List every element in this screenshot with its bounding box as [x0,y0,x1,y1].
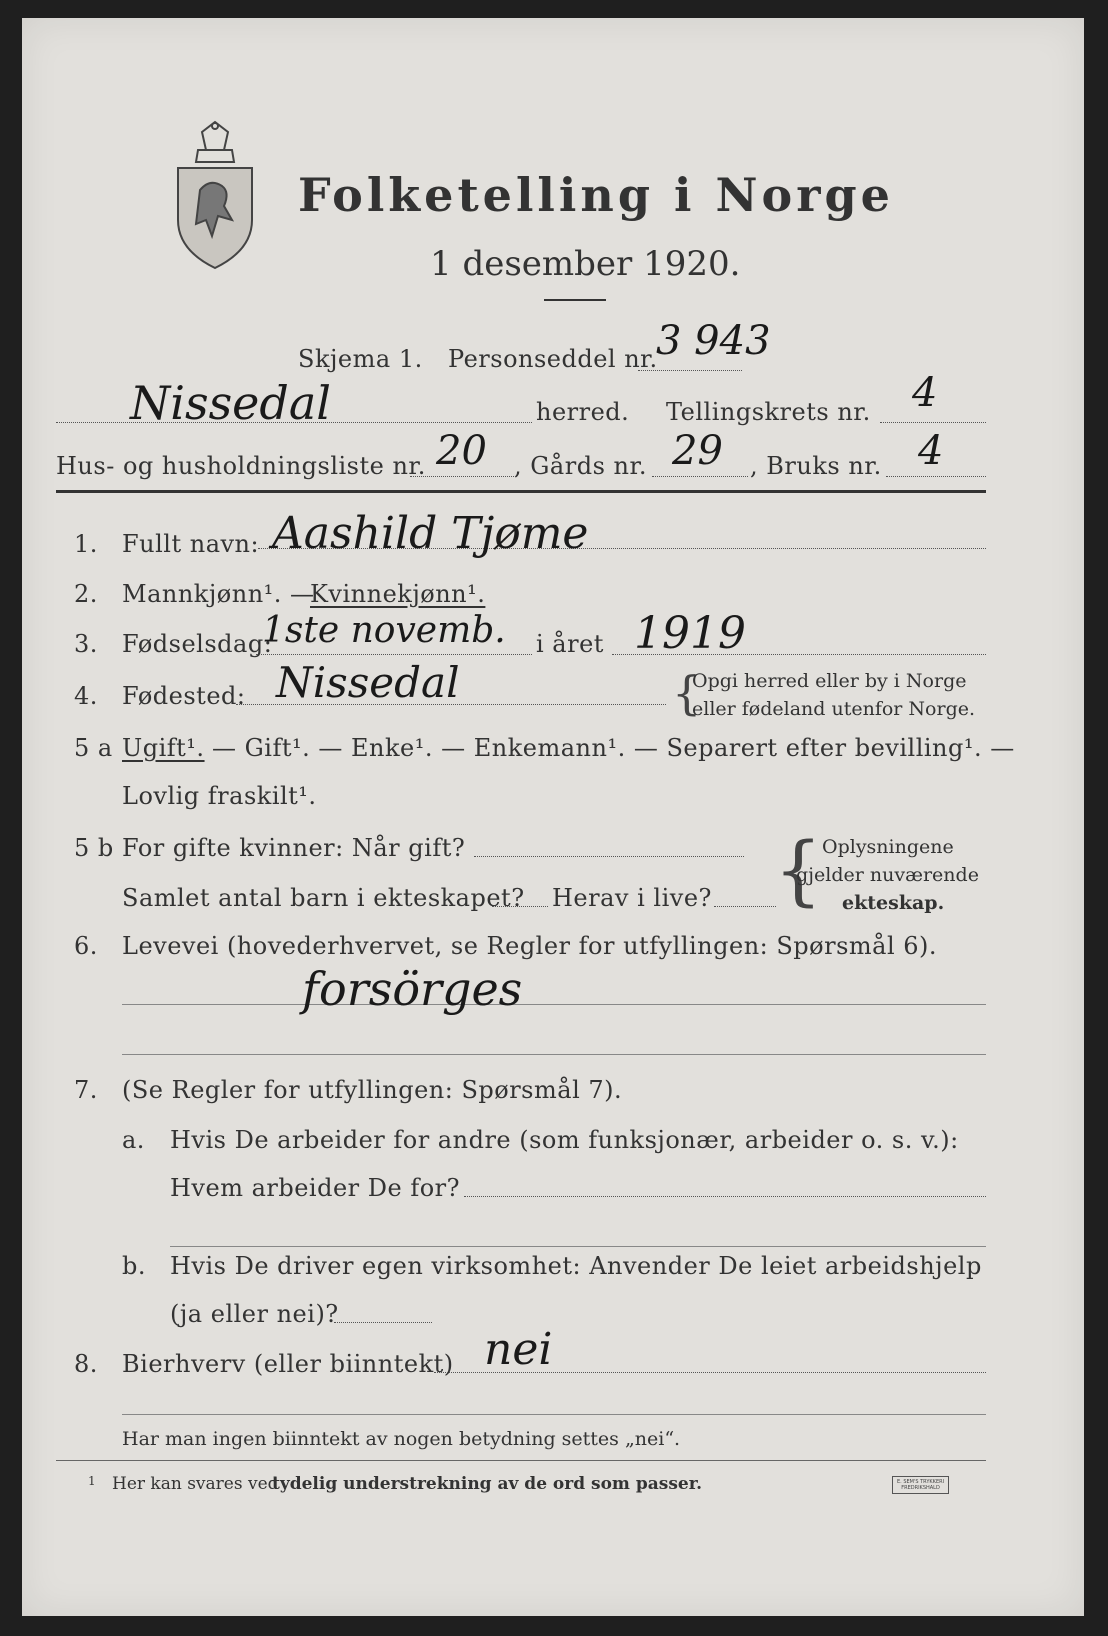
q6-line1 [122,1004,986,1005]
hus-value[interactable]: 20 [436,428,487,474]
q8-label: Bierhverv (eller biinntekt) [122,1350,454,1378]
q4-brace: { [672,666,702,720]
bruks-dots [886,476,986,477]
q5b-alive-dots [714,906,776,907]
q6-number: 6. [74,932,98,960]
personseddel-dots [638,370,742,371]
gender-female-option[interactable]: Kvinnekjønn¹. [310,580,486,608]
q3-number: 3. [74,630,98,658]
q7a-employer-dots [464,1196,986,1197]
q7b-label: (ja eller nei)? [170,1300,339,1328]
q3-year-label: i året [536,630,604,658]
gender-male-option[interactable]: Mannkjønn¹. — [122,580,315,608]
q3-dots [256,654,532,655]
marital-ugift-option[interactable]: Ugift¹. [122,734,205,762]
printer-name: E. SEM'S TRYKKERI [897,1479,945,1485]
q5b-brace: { [774,825,823,914]
bruks-value[interactable]: 4 [918,428,944,474]
q7a-text: Hvis De arbeider for andre (som funksjonær, arbeider o. s. v.): [170,1126,959,1154]
tellingskrets-dots [880,422,986,423]
q6-line2 [122,1054,986,1055]
q5b-note-line3: ekteskap. [842,892,945,914]
hus-label: Hus- og husholdningsliste nr. [56,452,426,480]
side-income-value[interactable]: nei [484,1324,553,1375]
gards-dots [652,476,748,477]
printer-city: FREDRIKSHALD [901,1485,940,1491]
birthday-value[interactable]: 1ste novemb. [262,610,506,651]
gards-value[interactable]: 29 [672,428,723,474]
q4-number: 4. [74,682,98,710]
q3-label: Fødselsdag: [122,630,273,658]
form-subtitle: 1 desember 1920. [430,244,741,284]
personseddel-label: Personseddel nr. [448,345,658,373]
q1-number: 1. [74,530,98,558]
title-divider [544,299,606,301]
q6-label: Levevei (hovederhvervet, se Regler for utfyllingen: Spørsmål 6). [122,932,938,960]
q5a-number: 5 a [74,734,113,762]
footnote-bold-text: tydelig understrekning av de ord som passer. [272,1474,703,1494]
printer-mark [892,1476,949,1494]
footnote-text: Her kan svares ved [112,1474,279,1494]
footnote-mark: 1 [88,1474,96,1488]
q7b-text: Hvis De driver egen virksomhet: Anvender De leiet arbeidshjelp [170,1252,982,1280]
tellingskrets-label: Tellingskrets nr. [666,398,871,426]
form-title: Folketelling i Norge [298,168,894,222]
q7a-letter: a. [122,1126,145,1154]
q7a-employer-label: Hvem arbeider De for? [170,1174,461,1202]
q1-label: Fullt navn: [122,530,260,558]
marital-other-options[interactable]: — Gift¹. — Enke¹. — Enkemann¹. — Separert efter bevilling¹. — [212,734,1015,762]
full-name-value[interactable]: Aashild Tjøme [272,508,589,559]
q5b-label: For gifte kvinner: Når gift? [122,834,466,862]
gards-label: , Gårds nr. [514,452,647,480]
q4-note-line1: Opgi herred eller by i Norge [692,670,967,692]
hus-dots [410,476,514,477]
q7b-dots [334,1322,432,1323]
q7b-letter: b. [122,1252,146,1280]
tellingskrets-value[interactable]: 4 [912,370,938,416]
q5b-note-line1: Oplysningene [822,836,954,858]
herred-value[interactable]: Nissedal [130,376,331,430]
q7a-line2 [170,1246,986,1247]
q4-note-line2: eller fødeland utenfor Norge. [692,698,976,720]
q8-line2 [122,1414,986,1415]
bruks-label: , Bruks nr. [750,452,882,480]
norway-coat-of-arms-icon [172,120,258,272]
marital-fraskilt-option[interactable]: Lovlig fraskilt¹. [122,782,317,810]
q5b-children-label: Samlet antal barn i ekteskapet? [122,884,525,912]
header-rule [56,490,986,493]
birth-year-value[interactable]: 1919 [634,608,746,659]
q5b-married-dots [474,856,744,857]
birthplace-value[interactable]: Nissedal [276,658,460,707]
personseddel-value[interactable]: 3 943 [656,318,771,364]
q4-label: Fødested: [122,682,246,710]
q8-number: 8. [74,1350,98,1378]
q7-number: 7. [74,1076,98,1104]
skjema-label: Skjema 1. [298,345,423,373]
q5b-children-dots [492,906,548,907]
herred-dots [56,422,532,423]
q5b-alive-label: Herav i live? [552,884,712,912]
q8-note: Har man ingen biinntekt av nogen betydning settes „nei“. [122,1428,681,1450]
q5b-note-line2: gjelder nuværende [796,864,979,886]
q7-label: (Se Regler for utfyllingen: Spørsmål 7). [122,1076,623,1104]
occupation-value[interactable]: forsörges [302,962,523,1016]
herred-label: herred. [536,398,630,426]
census-form-page [22,18,1084,1616]
q2-number: 2. [74,580,98,608]
q5b-number: 5 b [74,834,114,862]
footer-rule [56,1460,986,1461]
